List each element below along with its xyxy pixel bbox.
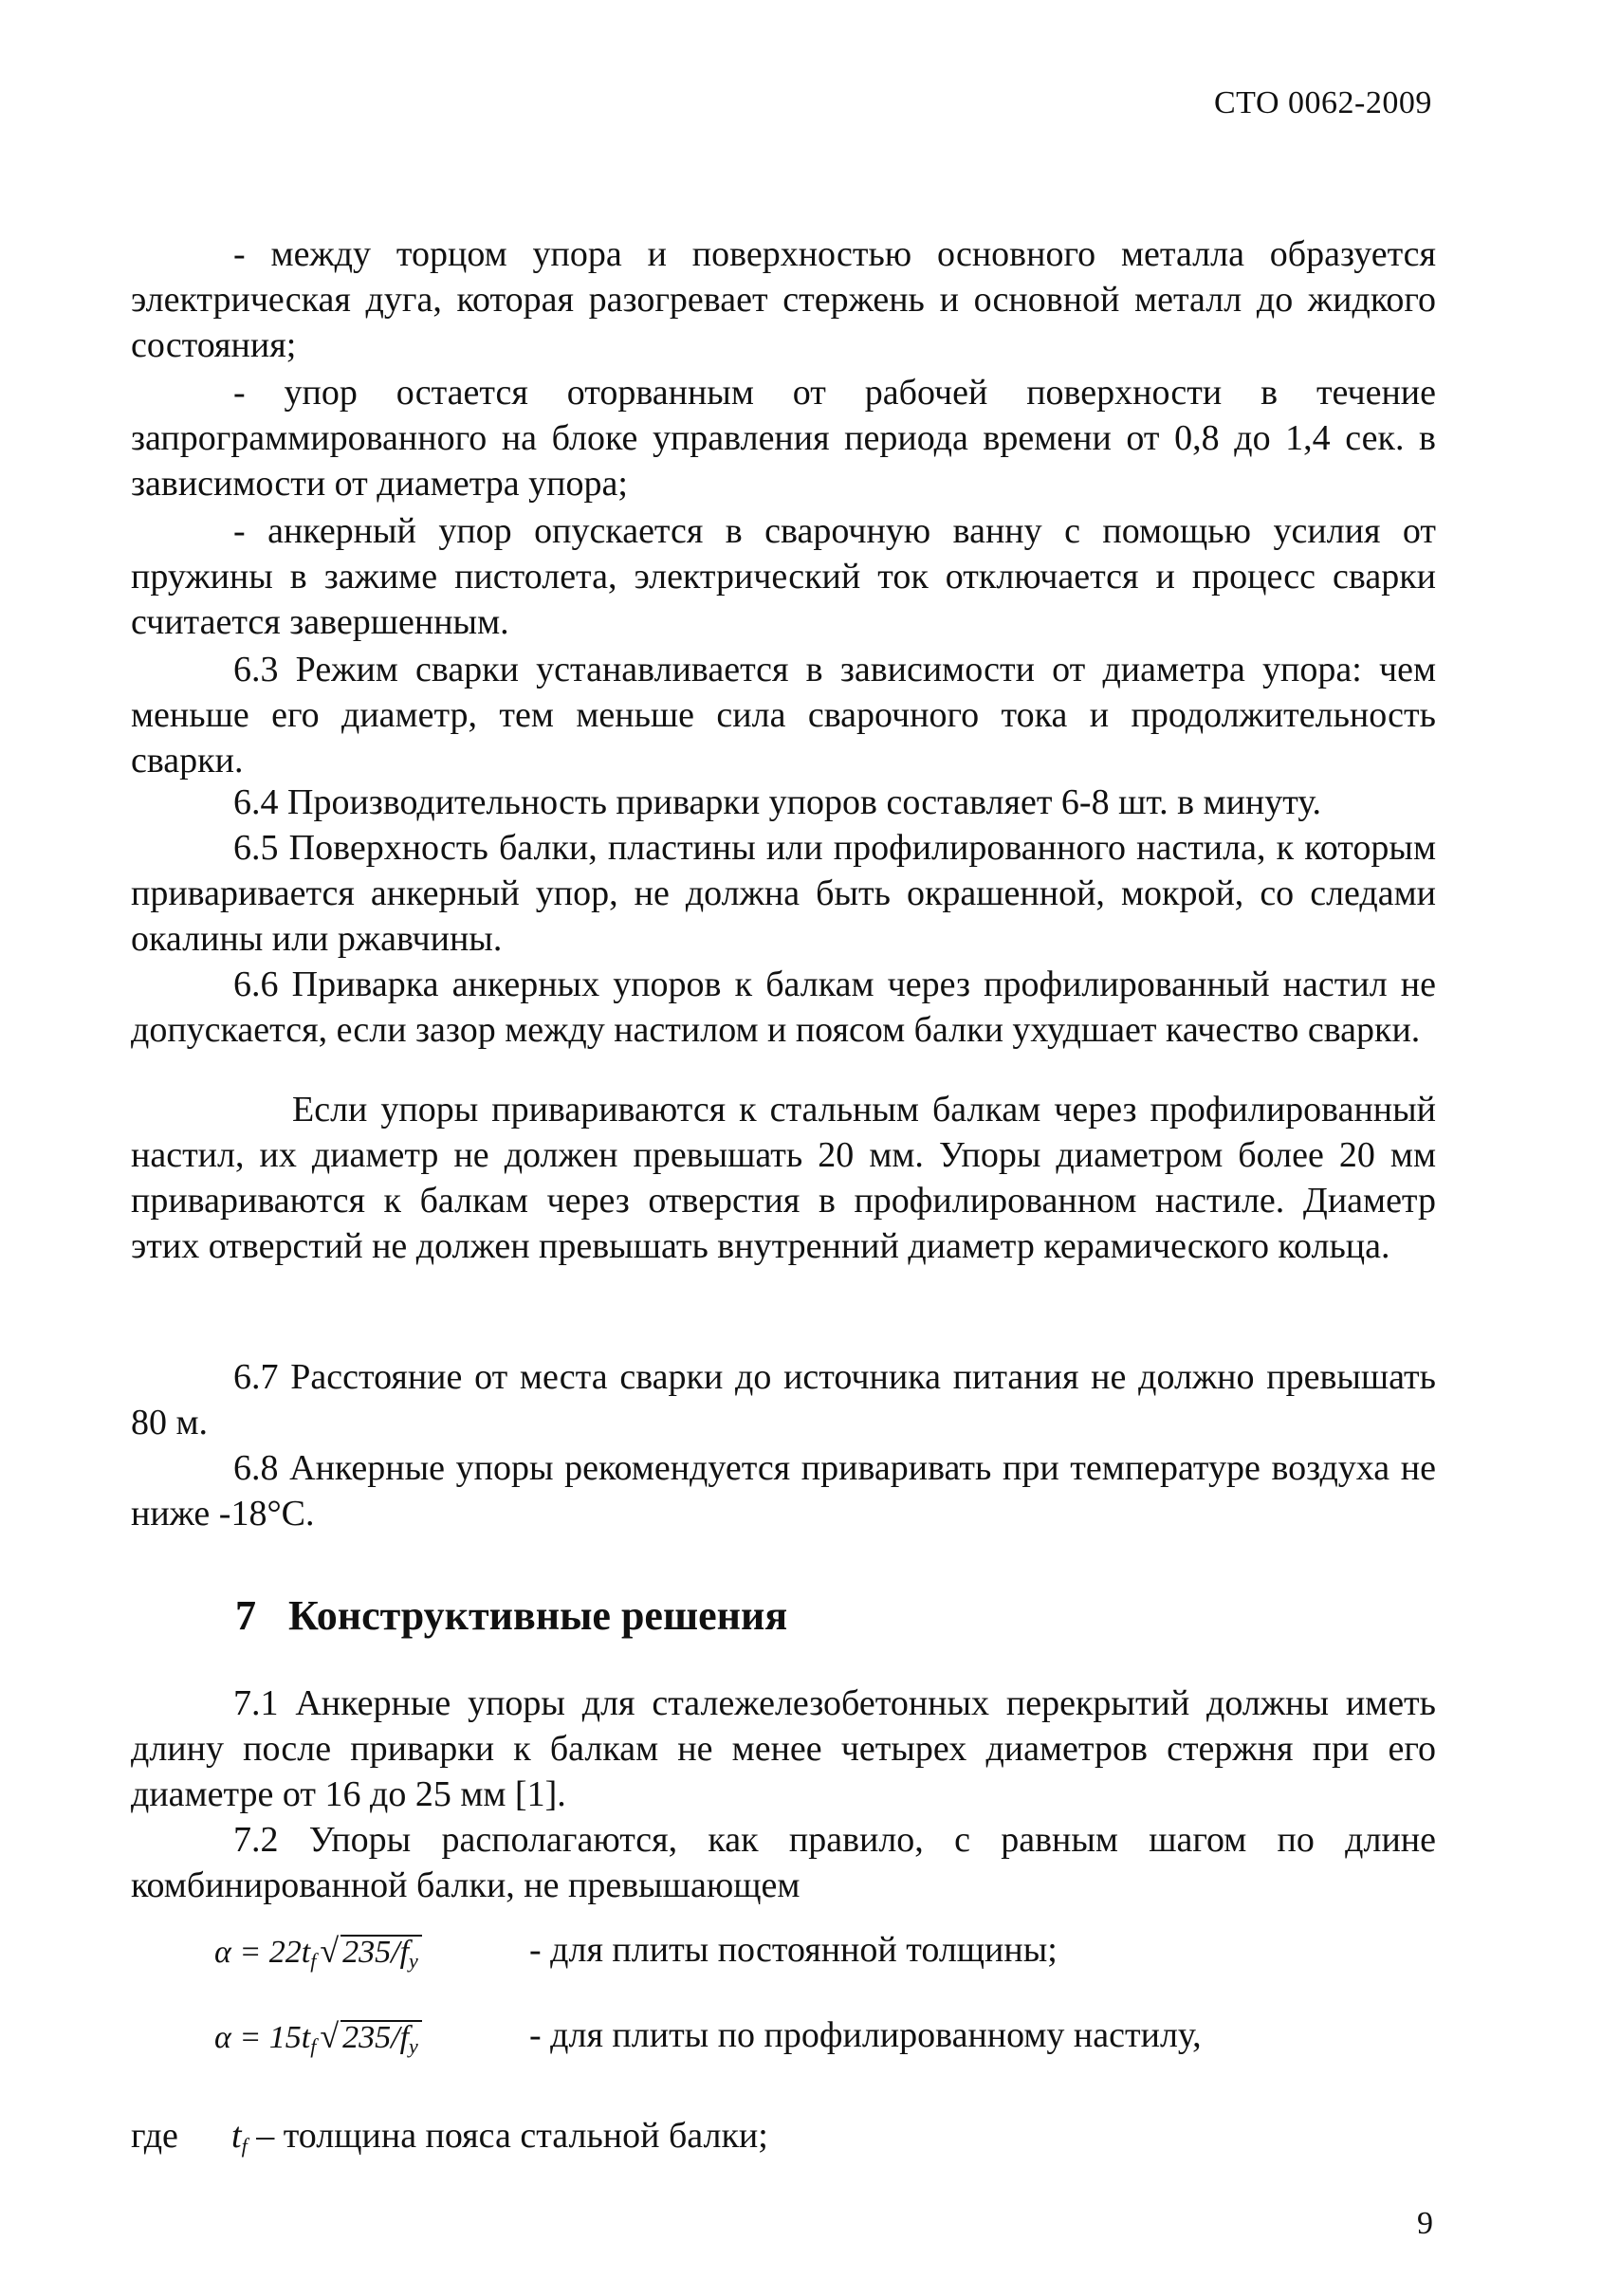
paragraph-6-8: 6.8 Анкерные упоры рекомендуется приваривать при температуре воздуха не ниже -18°С. [131, 1448, 1436, 1534]
paragraph-7-2: 7.2 Упоры располагаются, как правило, с равным шагом по длине комбинированной балки, не превышающем [131, 1820, 1436, 1905]
paragraph-6-3: 6.3 Режим сварки устанавливается в зависимости от диаметра упора: чем меньше его диаметр, тем меньше сила сварочного тока и продолжительность сварки. [131, 650, 1436, 781]
where-word: где [131, 2116, 178, 2156]
formula-description: - для плиты постоянной толщины; [529, 1930, 1058, 1970]
formula-description: - для плиты по профилированному настилу, [529, 2015, 1202, 2055]
where-definition [131, 2115, 768, 2158]
formula-constant-slab: $\alpha = 22t_f$ √ $235/f_y$ [214, 1931, 422, 1977]
symbol-definition: – толщина пояса стальной балки; [256, 2116, 768, 2156]
paragraph-6-5: 6.5 Поверхность балки, пластины или профилированного настила, к которым приваривается анкерный упор, не должна быть окрашенной, мокрой, со следами окалины или ржавчины. [131, 828, 1436, 959]
section-title: Конструктивные решения [288, 1592, 788, 1639]
paragraph-stud-lifted: - упор остается оторванным от рабочей поверхности в течение запрограммированного на блоке управления периода времени от 0,8 до 1,4 сек. в зависимости от диаметра упора; [131, 373, 1436, 504]
document-code: СТО 0062-2009 [1214, 85, 1432, 120]
paragraph-deck-welding: Если упоры привариваются к стальным балкам через профилированный настил, их диаметр не должен превышать 20 мм. Упоры диаметром более 20 мм привариваются к балкам через отверстия в профилированном настиле. Диаметр этих отверстий не должен превышать внутренний диаметр керамического кольца. [131, 1090, 1436, 1266]
page-number: 9 [1417, 2206, 1433, 2241]
section-heading [235, 1591, 787, 1640]
paragraph-arc-formation: - между торцом упора и поверхностью основного металла образуется электрическая дуга, которая разогревает стержень и основной металл до жидкого состояния; [131, 234, 1436, 365]
paragraph-7-1: 7.1 Анкерные упоры для сталежелезобетонных перекрытий должны иметь длину после приварки к балкам не менее четырех диаметров стержня при его диаметре от 16 до 25 мм [1]. [131, 1683, 1436, 1814]
paragraph-6-4: 6.4 Производительность приварки упоров составляет 6-8 шт. в минуту. [233, 782, 1322, 822]
symbol-tf: $t_f$ [231, 2116, 248, 2158]
paragraph-6-7: 6.7 Расстояние от места сварки до источника питания не должно превышать 80 м. [131, 1357, 1436, 1442]
paragraph-stud-plunged: - анкерный упор опускается в сварочную ванну с помощью усилия от пружины в зажиме пистолета, электрический ток отключается и процесс сварки считается завершенным. [131, 511, 1436, 642]
paragraph-6-6: 6.6 Приварка анкерных упоров к балкам через профилированный настил не допускается, если зазор между настилом и поясом балки ухудшает качество сварки. [131, 964, 1436, 1050]
section-number: 7 [235, 1592, 256, 1639]
formula-profiled-deck: $\alpha = 15t_f$ √ $235/f_y$ [214, 2016, 422, 2063]
